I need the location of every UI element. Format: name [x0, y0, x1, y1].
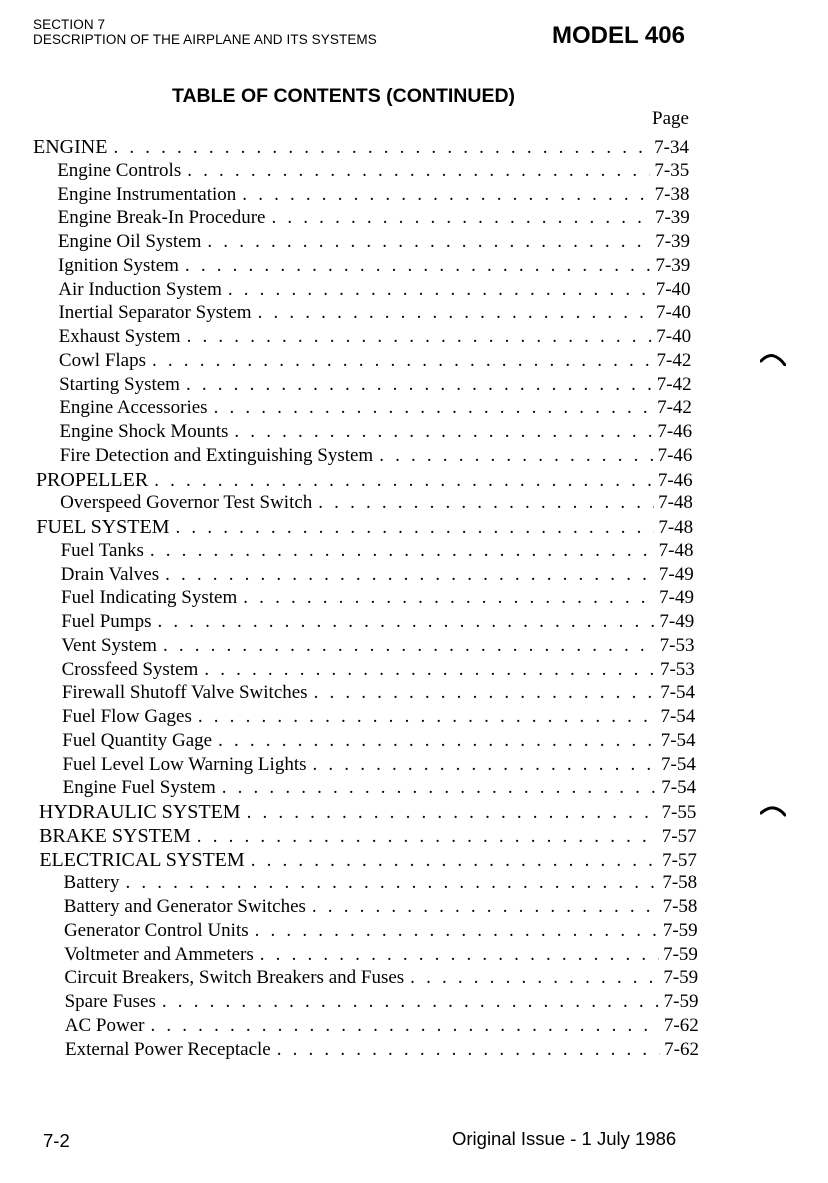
toc-entry-page: 7-55 [661, 802, 697, 823]
dot-leader [165, 564, 655, 586]
toc-entry-title: Fire Detection and Extinguishing System [59, 444, 374, 466]
toc-entry [65, 1015, 699, 1037]
toc-entry [57, 184, 689, 206]
toc-entry-title: Fuel Indicating System [61, 587, 238, 609]
toc-entry [58, 207, 690, 229]
page-column-label: Page [652, 108, 689, 129]
toc-entry-page: 7-35 [654, 159, 690, 181]
dot-leader [242, 184, 650, 206]
toc-entry [39, 825, 697, 848]
dot-leader [271, 207, 650, 229]
toc-entry [58, 279, 690, 301]
toc-entry-page: 7-42 [657, 397, 692, 419]
toc-entry [61, 564, 694, 586]
dot-leader [260, 944, 659, 966]
dot-leader [258, 302, 652, 324]
toc-entry-title: Battery [63, 872, 120, 894]
toc-entry-title: Spare Fuses [64, 991, 156, 1012]
toc-entry [64, 967, 698, 989]
toc-entry [59, 397, 692, 419]
toc-entry-title: Drain Valves [60, 563, 160, 585]
toc-entry-page: 7-57 [661, 825, 697, 847]
dot-leader [163, 635, 656, 657]
toc-entry-title: Exhaust System [58, 326, 181, 347]
toc-entry-title: Ignition System [58, 254, 179, 276]
toc-entry-title: ENGINE [33, 136, 108, 158]
dot-leader [152, 350, 653, 372]
toc-entry [58, 231, 690, 253]
toc-entry [62, 659, 695, 681]
toc-entry-page: 7-40 [656, 302, 691, 324]
toc-entry-page: 7-54 [661, 777, 697, 799]
section-number: SECTION 7 [33, 17, 106, 32]
toc-entry-page: 7-46 [657, 469, 693, 491]
toc-entry-page: 7-62 [664, 1038, 699, 1060]
revision-bar-mark [760, 804, 786, 818]
dot-leader [243, 587, 655, 609]
toc-entry [64, 896, 698, 918]
toc-entry-page: 7-39 [654, 207, 690, 229]
toc-entry-page: 7-54 [661, 753, 696, 775]
dot-leader [185, 255, 652, 277]
dot-leader [154, 470, 654, 492]
toc-entry [33, 136, 689, 159]
toc-entry [61, 611, 694, 633]
toc-entry [62, 754, 695, 776]
toc-entry-page: 7-49 [659, 587, 694, 609]
toc-entry-title: Air Induction System [58, 278, 222, 300]
running-header [33, 17, 377, 47]
dot-leader [150, 1015, 659, 1037]
toc-entry-page: 7-59 [663, 967, 699, 989]
toc-entry-page: 7-59 [663, 991, 699, 1012]
toc-entry-title: Vent System [61, 634, 157, 656]
dot-leader [113, 137, 650, 159]
toc-entry-page: 7-54 [660, 682, 696, 704]
toc-entry-title: Circuit Breakers, Switch Breakers and Fuses [64, 967, 405, 989]
toc-entry-page: 7-53 [659, 658, 695, 680]
toc-entry [62, 682, 695, 704]
toc-entry-title: FUEL SYSTEM [36, 516, 170, 538]
dot-leader [313, 754, 658, 776]
toc-entry-page: 7-49 [658, 563, 694, 585]
toc-entry [63, 777, 696, 799]
toc-entry-title: Firewall Shutoff Valve Switches [61, 682, 308, 704]
toc-entry-page: 7-46 [657, 444, 693, 466]
toc-entry-page: 7-42 [656, 349, 692, 371]
toc-entry [60, 492, 693, 514]
toc-entry-title: Inertial Separator System [58, 302, 252, 324]
dot-leader [150, 540, 655, 562]
toc-entry-title: PROPELLER [35, 468, 149, 491]
dot-leader [125, 872, 658, 894]
toc-entry-page: 7-59 [663, 943, 698, 965]
toc-entry-title: Cowl Flaps [58, 349, 146, 371]
toc-entry-title: Engine Controls [57, 159, 182, 181]
toc-entry-title: Engine Oil System [57, 231, 202, 252]
toc-entry [36, 516, 693, 539]
toc-entry-title: Engine Instrumentation [57, 183, 237, 205]
toc-entry [60, 421, 693, 443]
dot-leader [247, 802, 658, 824]
toc-entry-page: 7-48 [658, 492, 693, 514]
dot-leader [228, 279, 652, 301]
toc-entry [65, 991, 699, 1013]
toc-entry-title: Engine Shock Mounts [59, 421, 229, 442]
toc-entry-page: 7-40 [655, 278, 691, 300]
toc-entry [39, 849, 697, 872]
toc-entry-title: Voltmeter and Ammeters [64, 943, 254, 965]
toc-entry-title: Overspeed Governor Test Switch [60, 492, 313, 514]
toc-entry [61, 540, 694, 562]
toc-entry [61, 587, 694, 609]
dot-leader [207, 231, 651, 253]
toc-entry [58, 302, 690, 324]
toc-entry [65, 1039, 699, 1061]
toc-entry [61, 635, 694, 657]
toc-entry [64, 920, 698, 942]
issue-date: Original Issue - 1 July 1986 [452, 1128, 677, 1149]
page-number: 7-2 [43, 1130, 70, 1151]
toc-entry-title: Engine Fuel System [62, 777, 216, 799]
toc-entry-page: 7-49 [659, 611, 695, 632]
toc-entry [39, 801, 696, 824]
toc-entry-title: HYDRAULIC SYSTEM [38, 801, 241, 823]
toc-entry-title: ELECTRICAL SYSTEM [39, 848, 245, 871]
toc-entry-title: Engine Break-In Procedure [57, 207, 266, 229]
dot-leader [187, 160, 650, 182]
toc-entry-title: Fuel Tanks [60, 539, 144, 561]
toc-entry-title: Generator Control Units [63, 919, 249, 941]
toc-entry [59, 374, 692, 396]
toc-entry-page: 7-57 [662, 849, 697, 871]
toc-entry-page: 7-48 [658, 517, 694, 538]
toc-entry-title: Starting System [59, 373, 180, 395]
toc-entry-title: Engine Accessories [59, 397, 208, 419]
dot-leader [410, 967, 659, 989]
revision-bar-mark [760, 352, 786, 366]
dot-leader [197, 826, 658, 848]
toc-entry-page: 7-58 [662, 896, 698, 917]
dot-leader [218, 730, 657, 752]
dot-leader [379, 445, 653, 467]
dot-leader [314, 682, 657, 704]
toc-entry-page: 7-53 [659, 634, 695, 656]
dot-leader [251, 850, 658, 872]
toc-entry-title: Fuel Pumps [61, 611, 152, 632]
toc-entry-page: 7-39 [655, 231, 691, 252]
dot-leader [187, 326, 653, 348]
toc-entry [64, 944, 698, 966]
toc-entry-title: Fuel Flow Gages [62, 706, 192, 727]
dot-leader [186, 374, 653, 396]
toc-entry [62, 706, 695, 728]
toc-entry-page: 7-40 [656, 326, 692, 347]
dot-leader [176, 517, 655, 539]
dot-leader [222, 777, 658, 799]
dot-leader [234, 421, 653, 443]
page-title: TABLE OF CONTENTS (CONTINUED) [172, 85, 516, 107]
toc-entry [58, 255, 690, 277]
toc-entry [60, 445, 693, 467]
toc-entry-page: 7-39 [655, 254, 691, 276]
dot-leader [318, 492, 654, 514]
toc-entry-page: 7-54 [660, 729, 696, 751]
toc-entry-title: BRAKE SYSTEM [39, 824, 191, 847]
toc-entry-title: AC Power [64, 1014, 145, 1036]
toc-entry [64, 872, 698, 894]
toc-entry [62, 730, 695, 752]
toc-entry-title: External Power Receptacle [65, 1038, 271, 1060]
toc-entry [59, 326, 691, 348]
toc-entry-title: Battery and Generator Switches [63, 896, 306, 917]
toc-entry-page: 7-38 [654, 183, 690, 205]
toc-entry-page: 7-48 [658, 539, 694, 561]
toc-entry-page: 7-59 [662, 919, 698, 941]
dot-leader [255, 920, 659, 942]
toc-entry-page: 7-42 [656, 373, 692, 395]
toc-entry-page: 7-46 [657, 421, 693, 442]
toc-entry [36, 469, 693, 492]
toc-entry-title: Fuel Level Low Warning Lights [62, 753, 307, 775]
toc-entry-page: 7-58 [662, 872, 698, 894]
toc-entry-page: 7-34 [654, 137, 689, 158]
dot-leader [198, 706, 657, 728]
toc-entry-title: Fuel Quantity Gage [62, 729, 213, 751]
dot-leader [204, 659, 656, 681]
dot-leader [214, 397, 653, 419]
toc-entry-page: 7-62 [663, 1014, 699, 1036]
dot-leader [312, 896, 659, 918]
dot-leader [157, 611, 655, 633]
toc-entry [57, 160, 689, 182]
section-title: DESCRIPTION OF THE AIRPLANE AND ITS SYSTEMS [33, 32, 377, 47]
toc-entry-title: Crossfeed System [61, 658, 199, 680]
toc-entry-page: 7-54 [660, 706, 696, 727]
dot-leader [162, 991, 660, 1013]
dot-leader [277, 1039, 660, 1061]
toc-entry [59, 350, 691, 372]
model-title: MODEL 406 [552, 22, 685, 49]
